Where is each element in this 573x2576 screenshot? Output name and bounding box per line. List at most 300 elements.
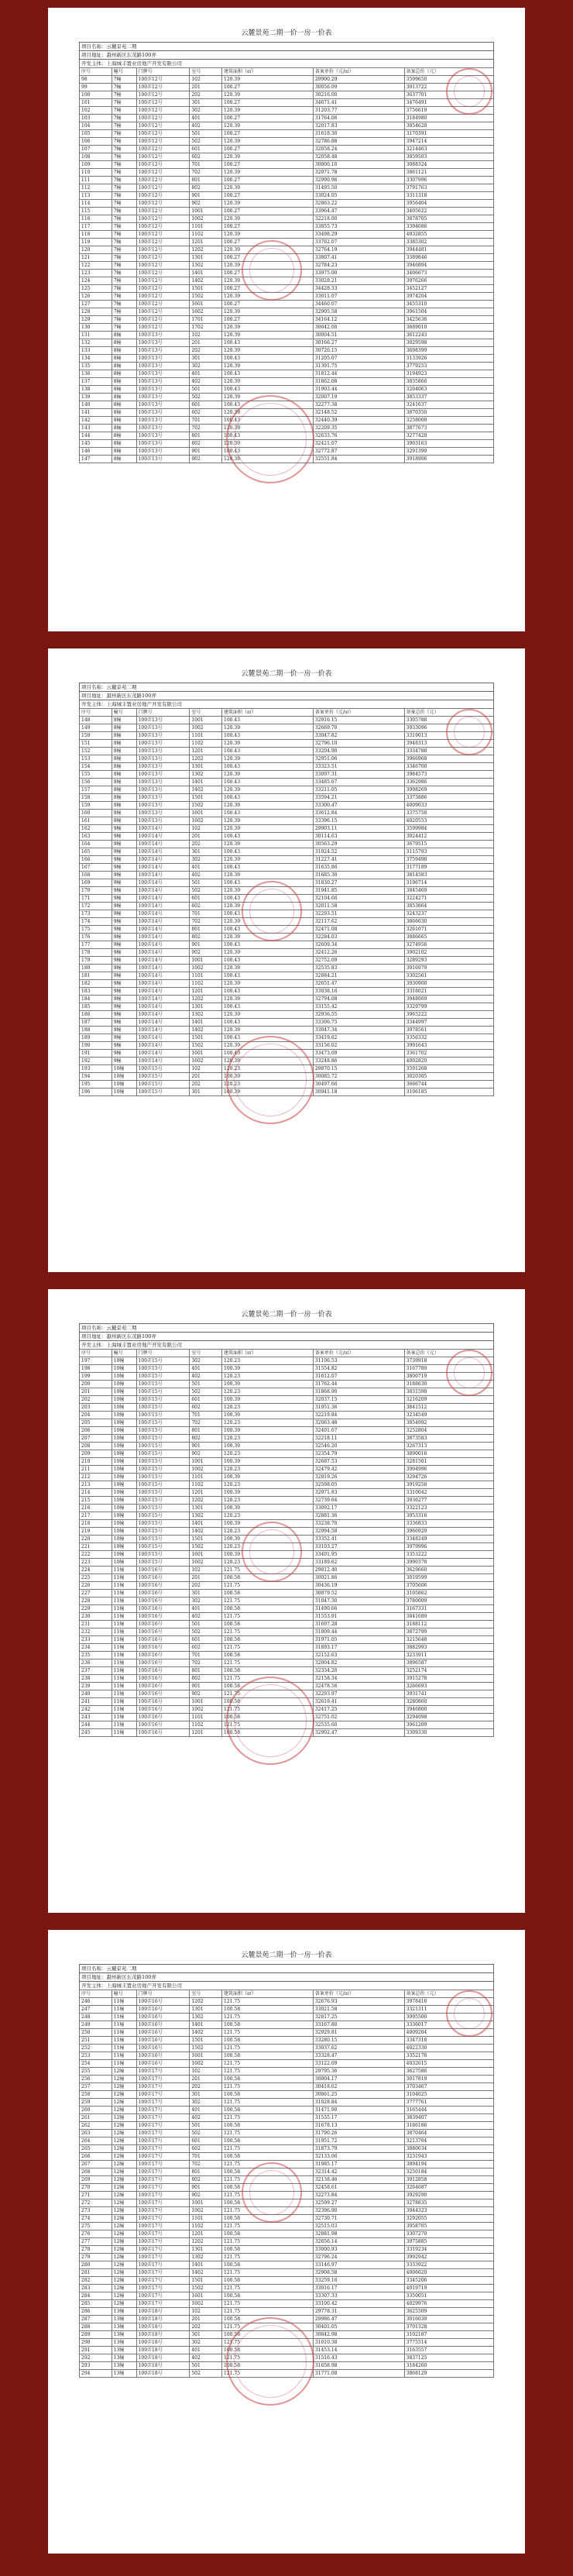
cell-seq: 123 xyxy=(80,270,112,277)
cell-seq: 110 xyxy=(80,169,112,177)
cell-room: 1002 xyxy=(190,724,222,732)
cell-seq: 293 xyxy=(80,2362,112,2370)
cell-area: 120.39 xyxy=(222,409,314,417)
cell-total-price: 3779253 xyxy=(404,363,493,370)
cell-total-price: 3188630 xyxy=(404,1381,493,1388)
table-row xyxy=(80,440,494,448)
cell-unit-price: 32633.76 xyxy=(313,432,404,440)
cell-building: 8幢 xyxy=(112,332,136,339)
table-row xyxy=(80,107,494,115)
developer-line: 开发主体：上海城丰置业房地产开发有限公司 xyxy=(79,1981,494,1990)
cell-area: 100.43 xyxy=(222,401,314,409)
table-row xyxy=(80,1365,494,1373)
cell-unit: 100弄14号 xyxy=(136,1058,190,1065)
cell-building: 8幢 xyxy=(112,794,136,802)
cell-area: 120.39 xyxy=(222,169,314,177)
table-row xyxy=(80,456,494,463)
cell-seq: 287 xyxy=(80,2316,112,2323)
cell-unit-price: 32401.67 xyxy=(313,1427,404,1435)
cell-area: 121.75 xyxy=(222,2370,314,2378)
cell-unit-price: 32209.35 xyxy=(313,425,404,432)
cell-building: 9幢 xyxy=(112,918,136,926)
cell-unit-price: 33122.09 xyxy=(313,2060,404,2068)
cell-building: 11幢 xyxy=(112,1690,136,1698)
cell-unit: 100弄14号 xyxy=(136,1019,190,1027)
table-row xyxy=(80,2021,494,2029)
cell-unit-price: 33100.42 xyxy=(313,2300,404,2308)
cell-building: 8幢 xyxy=(112,817,136,825)
cell-total-price: 3322123 xyxy=(404,1505,493,1512)
document-page-1 xyxy=(48,8,525,631)
cell-area: 100.43 xyxy=(222,1019,314,1027)
cell-seq: 253 xyxy=(80,2052,112,2060)
cell-seq: 278 xyxy=(80,2246,112,2254)
cell-unit: 100弄18号 xyxy=(136,2331,190,2339)
cell-area: 120.39 xyxy=(222,91,314,99)
cell-room: 701 xyxy=(190,2153,222,2161)
table-row xyxy=(80,794,494,802)
table-row xyxy=(80,2370,494,2378)
price-table xyxy=(79,67,494,463)
cell-unit-price: 31010.38 xyxy=(313,2339,404,2347)
cell-total-price: 3329799 xyxy=(404,1003,493,1011)
cell-unit-price: 33328.47 xyxy=(313,2052,404,2060)
cell-room: 1501 xyxy=(190,794,222,802)
cell-total-price: 3591268 xyxy=(404,1065,493,1073)
cell-total-price: 3214463 xyxy=(404,146,493,153)
cell-total-price: 3346700 xyxy=(404,763,493,771)
table-row xyxy=(80,2107,494,2114)
cell-area: 120.39 xyxy=(222,817,314,825)
cell-building: 12幢 xyxy=(112,2122,136,2130)
table-row xyxy=(80,918,494,926)
cell-unit: 100弄12号 xyxy=(136,76,190,84)
cell-unit-price: 33612.84 xyxy=(313,810,404,817)
cell-room: 602 xyxy=(190,1404,222,1412)
cell-room: 201 xyxy=(190,339,222,347)
cell-unit-price: 32218.00 xyxy=(313,215,404,223)
cell-area: 100.43 xyxy=(222,417,314,425)
cell-unit-price: 32071.78 xyxy=(313,169,404,177)
cell-unit-price: 32133.06 xyxy=(313,2153,404,2161)
cell-unit-price: 32535.60 xyxy=(313,1721,404,1729)
cell-unit: 100弄16号 xyxy=(136,1659,190,1667)
cell-total-price: 3311318 xyxy=(404,192,493,200)
cell-building: 9幢 xyxy=(112,1019,136,1027)
cell-building: 10幢 xyxy=(112,1543,136,1551)
cell-area: 120.23 xyxy=(222,1450,314,1458)
cell-seq: 290 xyxy=(80,2339,112,2347)
cell-area: 120.39 xyxy=(222,425,314,432)
cell-unit-price: 31812.44 xyxy=(313,370,404,378)
cell-area: 120.39 xyxy=(222,825,314,833)
cell-unit-price: 33156.02 xyxy=(313,1042,404,1050)
table-row xyxy=(80,262,494,270)
cell-room: 301 xyxy=(190,99,222,107)
cell-unit-price: 31205.07 xyxy=(313,355,404,363)
cell-unit: 100弄16号 xyxy=(136,1582,190,1590)
cell-unit-price: 32148.52 xyxy=(313,409,404,417)
cell-building: 12幢 xyxy=(112,2083,136,2091)
cell-total-price: 3373886 xyxy=(404,794,493,802)
cell-unit: 100弄14号 xyxy=(136,848,190,856)
cell-unit-price: 30941.18 xyxy=(313,1089,404,1096)
cell-unit: 100弄15号 xyxy=(136,1081,190,1089)
cell-total-price: 4020553 xyxy=(404,817,493,825)
cell-unit-price: 31868.90 xyxy=(313,1388,404,1396)
cell-unit-price: 31635.86 xyxy=(313,864,404,872)
cell-unit: 100弄15号 xyxy=(136,1373,190,1381)
cell-seq: 291 xyxy=(80,2347,112,2354)
cell-area: 121.75 xyxy=(222,2083,314,2091)
cell-unit-price: 33259.16 xyxy=(313,2277,404,2285)
cell-seq: 240 xyxy=(80,1690,112,1698)
cell-unit-price: 33594.21 xyxy=(313,794,404,802)
cell-total-price: 3406673 xyxy=(404,270,493,277)
table-header-row xyxy=(80,709,494,717)
table-row xyxy=(80,1528,494,1536)
cell-seq: 249 xyxy=(80,2021,112,2029)
cell-building: 9幢 xyxy=(112,957,136,965)
cell-room: 201 xyxy=(190,2076,222,2083)
table-row xyxy=(80,2354,494,2362)
cell-unit-price: 31685.30 xyxy=(313,872,404,879)
cell-total-price: 3213704 xyxy=(404,2137,493,2145)
cell-seq: 241 xyxy=(80,1698,112,1706)
header-total-price: 备案总价（元） xyxy=(404,1350,493,1357)
page-title: 云麓景苑二期一价一房一价表 xyxy=(241,1952,332,1959)
cell-building: 10幢 xyxy=(112,1404,136,1412)
cell-unit-price: 31495.50 xyxy=(313,184,404,192)
cell-seq: 198 xyxy=(80,1365,112,1373)
cell-area: 100.43 xyxy=(222,895,314,903)
cell-total-price: 3167789 xyxy=(404,1365,493,1373)
table-row xyxy=(80,1357,494,1365)
cell-unit: 100弄15号 xyxy=(136,1497,190,1505)
table-row xyxy=(80,316,494,324)
cell-building: 10幢 xyxy=(112,1559,136,1567)
cell-unit: 100弄13号 xyxy=(136,386,190,394)
cell-building: 9幢 xyxy=(112,980,136,988)
cell-unit: 100弄17号 xyxy=(136,2277,190,2285)
table-body xyxy=(80,717,494,1096)
cell-seq: 206 xyxy=(80,1427,112,1435)
cell-area: 100.43 xyxy=(222,810,314,817)
cell-room: 401 xyxy=(190,1605,222,1613)
cell-area: 121.75 xyxy=(222,2254,314,2261)
table-row xyxy=(80,2014,494,2021)
cell-unit-price: 32007.19 xyxy=(313,394,404,401)
cell-building: 10幢 xyxy=(112,1489,136,1497)
table-row xyxy=(80,401,494,409)
table-row xyxy=(80,1628,494,1636)
header-room: 室号 xyxy=(190,709,222,717)
table-row xyxy=(80,732,494,740)
cell-total-price: 3024412 xyxy=(404,833,493,841)
cell-building: 13幢 xyxy=(112,2308,136,2316)
cell-seq: 210 xyxy=(80,1458,112,1466)
cell-building: 8幢 xyxy=(112,347,136,355)
cell-room: 902 xyxy=(190,1690,222,1698)
cell-total-price: 3629660 xyxy=(404,1567,493,1574)
cell-total-price: 3405622 xyxy=(404,208,493,215)
table-row xyxy=(80,1027,494,1034)
table-row xyxy=(80,2238,494,2246)
cell-seq: 263 xyxy=(80,2130,112,2137)
cell-unit-price: 33204.90 xyxy=(313,748,404,755)
project-address-line: 项目地址：越州新区东茂路100弄 xyxy=(79,1972,494,1981)
cell-room: 1101 xyxy=(190,732,222,740)
header-area: 建筑面积（㎡） xyxy=(222,68,314,76)
cell-room: 302 xyxy=(190,2339,222,2347)
cell-area: 100.43 xyxy=(222,988,314,996)
cell-unit-price: 32772.87 xyxy=(313,448,404,456)
cell-unit: 100弄15号 xyxy=(136,1427,190,1435)
cell-room: 1502 xyxy=(190,2285,222,2292)
cell-unit: 100弄15号 xyxy=(136,1520,190,1528)
cell-unit-price: 33807.41 xyxy=(313,254,404,262)
cell-total-price: 4022330 xyxy=(404,2045,493,2052)
cell-unit: 100弄16号 xyxy=(136,1675,190,1683)
cell-total-price: 4002820 xyxy=(404,1058,493,1065)
cell-area: 100.39 xyxy=(222,1551,314,1559)
cell-area: 120.39 xyxy=(222,996,314,1003)
cell-building: 8幢 xyxy=(112,432,136,440)
cell-room: 402 xyxy=(190,122,222,130)
cell-building: 11幢 xyxy=(112,1574,136,1582)
cell-seq: 127 xyxy=(80,301,112,308)
cell-unit-price: 33155.42 xyxy=(313,1003,404,1011)
cell-total-price: 3777761 xyxy=(404,2099,493,2107)
table-row xyxy=(80,748,494,755)
cell-seq: 214 xyxy=(80,1489,112,1497)
cell-area: 120.39 xyxy=(222,378,314,386)
cell-room: 1402 xyxy=(190,2029,222,2037)
cell-seq: 212 xyxy=(80,1474,112,1481)
cell-seq: 292 xyxy=(80,2354,112,2362)
cell-unit: 100弄12号 xyxy=(136,277,190,285)
cell-unit: 100弄13号 xyxy=(136,355,190,363)
cell-seq: 140 xyxy=(80,401,112,409)
cell-unit: 100弄12号 xyxy=(136,122,190,130)
cell-unit: 100弄12号 xyxy=(136,99,190,107)
cell-area: 120.39 xyxy=(222,1058,314,1065)
cell-unit: 100弄16号 xyxy=(136,1706,190,1714)
cell-area: 100.39 xyxy=(222,1073,314,1081)
table-row xyxy=(80,231,494,239)
cell-unit-price: 32764.19 xyxy=(313,246,404,254)
table-row xyxy=(80,153,494,161)
table-row xyxy=(80,934,494,941)
cell-unit: 100弄15号 xyxy=(136,1543,190,1551)
cell-seq: 277 xyxy=(80,2238,112,2246)
cell-total-price: 4029976 xyxy=(404,2300,493,2308)
cell-unit-price: 32396.90 xyxy=(313,2207,404,2215)
cell-seq: 109 xyxy=(80,161,112,169)
cell-building: 9幢 xyxy=(112,848,136,856)
table-row xyxy=(80,740,494,748)
cell-area: 121.75 xyxy=(222,2068,314,2076)
cell-seq: 120 xyxy=(80,246,112,254)
cell-room: 1002 xyxy=(190,965,222,972)
cell-building: 9幢 xyxy=(112,972,136,980)
cell-total-price: 3133926 xyxy=(404,355,493,363)
cell-total-price: 3289293 xyxy=(404,957,493,965)
table-row xyxy=(80,177,494,184)
cell-room: 1401 xyxy=(190,779,222,786)
table-row xyxy=(80,394,494,401)
cell-unit: 100弄15号 xyxy=(136,1536,190,1543)
cell-unit-price: 30021.86 xyxy=(313,1574,404,1582)
cell-unit-price: 32471.08 xyxy=(313,926,404,934)
cell-room: 1602 xyxy=(190,1559,222,1567)
table-row xyxy=(80,2300,494,2308)
cell-room: 802 xyxy=(190,2176,222,2184)
cell-room: 1301 xyxy=(190,1505,222,1512)
cell-building: 11幢 xyxy=(112,1714,136,1721)
cell-seq: 245 xyxy=(80,1729,112,1737)
cell-area: 100.27 xyxy=(222,223,314,231)
cell-area: 100.27 xyxy=(222,270,314,277)
table-row xyxy=(80,2029,494,2037)
cell-total-price: 3627586 xyxy=(404,2068,493,2076)
cell-unit: 100弄17号 xyxy=(136,2161,190,2168)
cell-total-price: 3637701 xyxy=(404,91,493,99)
cell-seq: 131 xyxy=(80,332,112,339)
cell-unit: 100弄17号 xyxy=(136,2300,190,2308)
cell-unit-price: 32293.51 xyxy=(313,910,404,918)
cell-seq: 169 xyxy=(80,879,112,887)
cell-seq: 135 xyxy=(80,363,112,370)
cell-unit-price: 29900.29 xyxy=(313,76,404,84)
table-row xyxy=(80,817,494,825)
cell-unit-price: 31873.79 xyxy=(313,2145,404,2153)
cell-total-price: 3029598 xyxy=(404,339,493,347)
cell-room: 401 xyxy=(190,864,222,872)
cell-total-price: 3915278 xyxy=(404,1675,493,1683)
cell-room: 1101 xyxy=(190,972,222,980)
cell-unit: 100弄14号 xyxy=(136,926,190,934)
cell-unit: 100弄16号 xyxy=(136,2006,190,2014)
cell-unit: 100弄17号 xyxy=(136,2099,190,2107)
cell-area: 100.43 xyxy=(222,972,314,980)
cell-unit: 100弄14号 xyxy=(136,980,190,988)
cell-total-price: 3689010 xyxy=(404,324,493,332)
cell-total-price: 3791763 xyxy=(404,184,493,192)
cell-building: 12幢 xyxy=(112,2215,136,2223)
cell-seq: 272 xyxy=(80,2199,112,2207)
cell-unit-price: 33092.17 xyxy=(313,1505,404,1512)
cell-seq: 208 xyxy=(80,1443,112,1450)
cell-area: 100.58 xyxy=(222,2362,314,2370)
cell-area: 121.75 xyxy=(222,2014,314,2021)
cell-total-price: 3258008 xyxy=(404,417,493,425)
cell-building: 9幢 xyxy=(112,965,136,972)
cell-building: 10幢 xyxy=(112,1081,136,1089)
cell-room: 1302 xyxy=(190,262,222,270)
cell-seq: 162 xyxy=(80,825,112,833)
cell-unit-price: 32458.61 xyxy=(313,2184,404,2192)
table-row xyxy=(80,84,494,91)
cell-room: 1602 xyxy=(190,2300,222,2308)
price-table xyxy=(79,1990,494,2378)
cell-unit: 100弄13号 xyxy=(136,440,190,448)
cell-area: 120.23 xyxy=(222,1419,314,1427)
cell-area: 120.39 xyxy=(222,332,314,339)
cell-area: 100.43 xyxy=(222,748,314,755)
cell-unit: 100弄16号 xyxy=(136,1605,190,1613)
table-row xyxy=(80,1065,494,1073)
cell-area: 100.27 xyxy=(222,316,314,324)
cell-total-price: 3280860 xyxy=(404,1698,493,1706)
cell-unit-price: 33021.58 xyxy=(313,2006,404,2014)
cell-unit: 100弄16号 xyxy=(136,1652,190,1659)
cell-total-price: 3705606 xyxy=(404,1582,493,1590)
cell-area: 121.75 xyxy=(222,2269,314,2277)
cell-building: 8幢 xyxy=(112,786,136,794)
table-row xyxy=(80,1081,494,1089)
cell-unit: 100弄16号 xyxy=(136,2014,190,2021)
cell-building: 8幢 xyxy=(112,425,136,432)
cell-unit: 100弄12号 xyxy=(136,215,190,223)
table-row xyxy=(80,2223,494,2230)
cell-area: 100.43 xyxy=(222,355,314,363)
cell-total-price: 3362986 xyxy=(404,779,493,786)
cell-area: 120.39 xyxy=(222,122,314,130)
cell-total-price: 3204063 xyxy=(404,386,493,394)
cell-area: 100.39 xyxy=(222,1536,314,1543)
cell-unit-price: 33000.93 xyxy=(313,2246,404,2254)
cell-unit: 100弄15号 xyxy=(136,1458,190,1466)
table-row xyxy=(80,200,494,208)
cell-unit-price: 30563.29 xyxy=(313,841,404,848)
cell-seq: 248 xyxy=(80,2014,112,2021)
cell-seq: 142 xyxy=(80,417,112,425)
cell-unit-price: 33028.21 xyxy=(313,277,404,285)
cell-room: 1202 xyxy=(190,755,222,763)
cell-total-price: 3919258 xyxy=(404,1481,493,1489)
cell-area: 100.39 xyxy=(222,1365,314,1373)
cell-total-price: 3866630 xyxy=(404,918,493,926)
cell-room: 1001 xyxy=(190,957,222,965)
cell-unit-price: 32037.15 xyxy=(313,1396,404,1404)
cell-total-price: 3868129 xyxy=(404,2370,493,2378)
cell-unit: 100弄17号 xyxy=(136,2199,190,2207)
table-row xyxy=(80,1034,494,1042)
cell-seq: 260 xyxy=(80,2107,112,2114)
cell-seq: 199 xyxy=(80,1373,112,1381)
cell-seq: 168 xyxy=(80,872,112,879)
cell-building: 12幢 xyxy=(112,2161,136,2168)
cell-unit-price: 29778.31 xyxy=(313,2308,404,2316)
cell-building: 8幢 xyxy=(112,810,136,817)
cell-room: 1102 xyxy=(190,1481,222,1489)
cell-room: 601 xyxy=(190,895,222,903)
cell-unit: 100弄15号 xyxy=(136,1551,190,1559)
cell-area: 100.27 xyxy=(222,239,314,246)
cell-seq: 156 xyxy=(80,779,112,786)
cell-seq: 254 xyxy=(80,2060,112,2068)
cell-unit: 100弄13号 xyxy=(136,810,190,817)
cell-seq: 218 xyxy=(80,1520,112,1528)
cell-building: 9幢 xyxy=(112,879,136,887)
header-room: 室号 xyxy=(190,1990,222,1998)
cell-building: 9幢 xyxy=(112,1050,136,1058)
cell-unit-price: 31028.84 xyxy=(313,2099,404,2107)
cell-unit-price: 32354.79 xyxy=(313,1450,404,1458)
table-row xyxy=(80,130,494,138)
cell-unit-price: 32117.62 xyxy=(313,918,404,926)
